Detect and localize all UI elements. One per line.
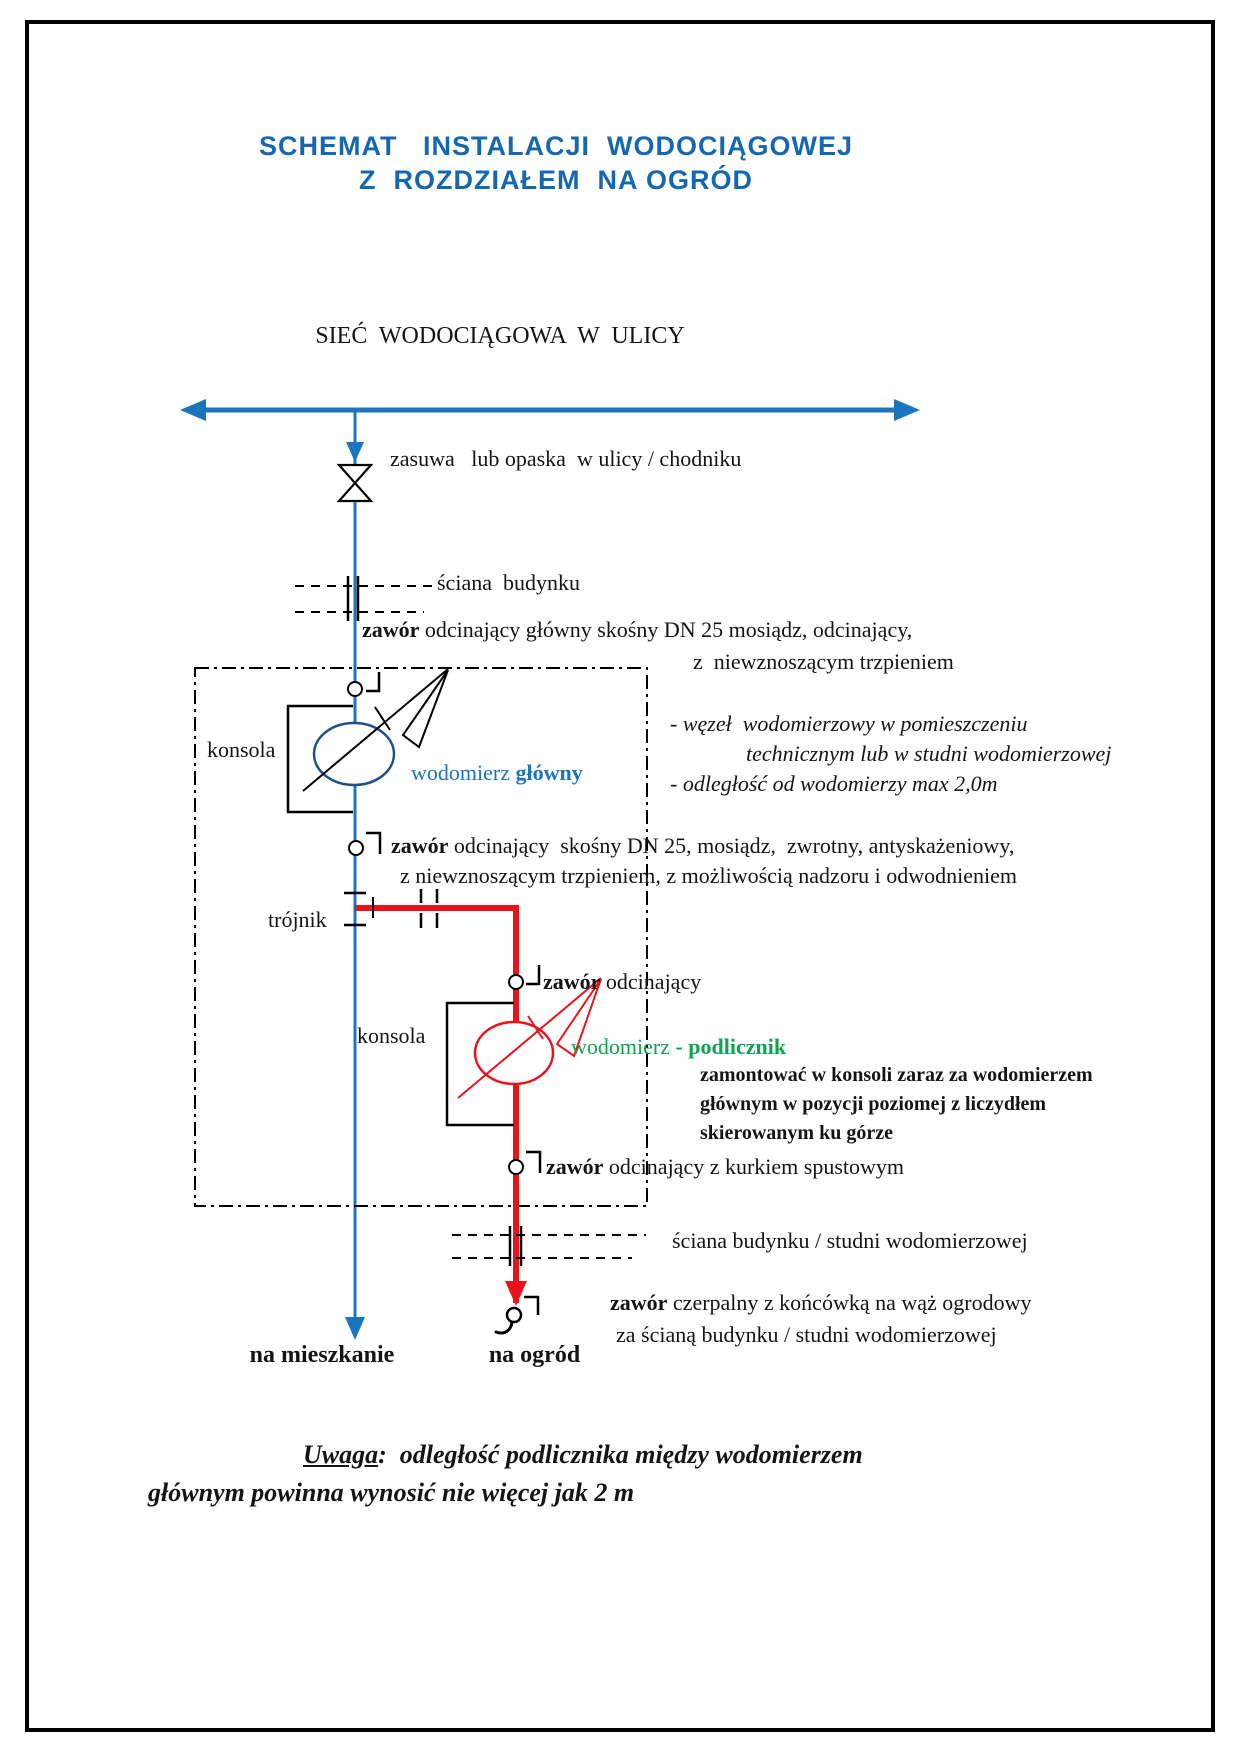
valve3-label (543, 970, 701, 994)
valve1-label-bold: zawór (362, 617, 420, 642)
main-meter-bold: główny (515, 760, 583, 785)
wall2-marks (452, 1226, 646, 1266)
footnote-label: Uwaga (303, 1440, 379, 1469)
tap-label-bold: zawór (610, 1290, 668, 1315)
side-note-line3: - odległość od wodomierzy max 2,0m (670, 771, 998, 796)
tap-label-line1 (610, 1291, 1032, 1315)
valve1-label-line2: z niewznoszącym trzpieniem (693, 649, 954, 674)
sub-meter-word: wodomierz (571, 1034, 676, 1059)
sub-meter-label (571, 1035, 786, 1059)
side-note-line1: - węzeł wodomierzowy w pomieszczeniu (670, 711, 1028, 736)
main-meter-word: wodomierz (411, 760, 516, 785)
konsola1-label: konsola (207, 737, 276, 762)
footnote-line2: głównym powinna wynosić nie więcej jak 2 m (148, 1478, 635, 1507)
street-main-pipe (180, 399, 920, 421)
wall1-marks (295, 576, 432, 621)
tee-label: trójnik (268, 907, 327, 932)
page-title-line2: Z ROZDZIAŁEM NA OGRÓD (359, 165, 753, 195)
valve1-label-rest: odcinający główny skośny DN 25 mosiądz, odcinający, (419, 617, 913, 642)
red-garden-pipe (355, 905, 527, 1306)
valve1-icon (348, 672, 379, 696)
main-meter-label (411, 761, 583, 785)
gate-valve-label: zasuwa lub opaska w ulicy / chodniku (390, 446, 742, 471)
main-meter-icon (314, 723, 394, 785)
to-flat-label: na mieszkanie (249, 1342, 395, 1368)
footnote-rest: : odległość podlicznika między wodomierzem (378, 1440, 863, 1469)
valve4-label-rest: odcinający z kurkiem spustowym (603, 1154, 905, 1179)
wall1-label: ściana budynku (437, 570, 580, 595)
valve4-label (546, 1155, 904, 1179)
blue-service-pipe (345, 410, 365, 1340)
sub-note-line2: głównym w pozycji poziomej z liczydłem (700, 1093, 1047, 1115)
sub-meter-bold: - podlicznik (675, 1034, 787, 1059)
flow-arrow-icon (346, 442, 364, 462)
arrow-right-icon (894, 399, 920, 421)
street-main-label: SIEĆ WODOCIĄGOWA W ULICY (315, 323, 685, 349)
to-garden-label: na ogród (488, 1342, 581, 1368)
tap-label-line2: za ścianą budynku / studni wodomierzowej (616, 1322, 997, 1347)
footnote-line1 (303, 1441, 863, 1470)
sub-note-line3: skierowanym ku górze (700, 1122, 893, 1144)
to-flat-arrow-icon (345, 1317, 365, 1340)
tap-label-rest: czerpalny z końcówką na wąż ogrodowy (667, 1290, 1032, 1315)
valve2-label-rest: odcinający skośny DN 25, mosiądz, zwrotny, antyskażeniowy, (448, 833, 1015, 858)
sub-note-line1: zamontować w konsoli zaraz za wodomierzem (700, 1064, 1093, 1086)
valve3-label-rest: odcinający (600, 969, 702, 994)
to-garden-arrow-icon (505, 1281, 527, 1306)
valve3-label-bold: zawór (543, 969, 601, 994)
page-title-line1: SCHEMAT INSTALACJI WODOCIĄGOWEJ (259, 131, 853, 161)
side-note-line2: technicznym lub w studni wodomierzowej (746, 741, 1112, 766)
valve2-label-bold: zawór (391, 833, 449, 858)
valve2-label-line2: z niewznoszącym trzpieniem, z możliwością nadzoru i odwodnieniem (400, 863, 1018, 888)
valve1-label-line1 (362, 618, 912, 642)
valve2-label-line1 (391, 834, 1014, 858)
konsola2-label: konsola (357, 1023, 426, 1048)
valve4-label-bold: zawór (546, 1154, 604, 1179)
gate-valve-icon (339, 465, 371, 501)
arrow-left-icon (180, 399, 206, 421)
wall2-label: ściana budynku / studni wodomierzowej (672, 1228, 1028, 1253)
